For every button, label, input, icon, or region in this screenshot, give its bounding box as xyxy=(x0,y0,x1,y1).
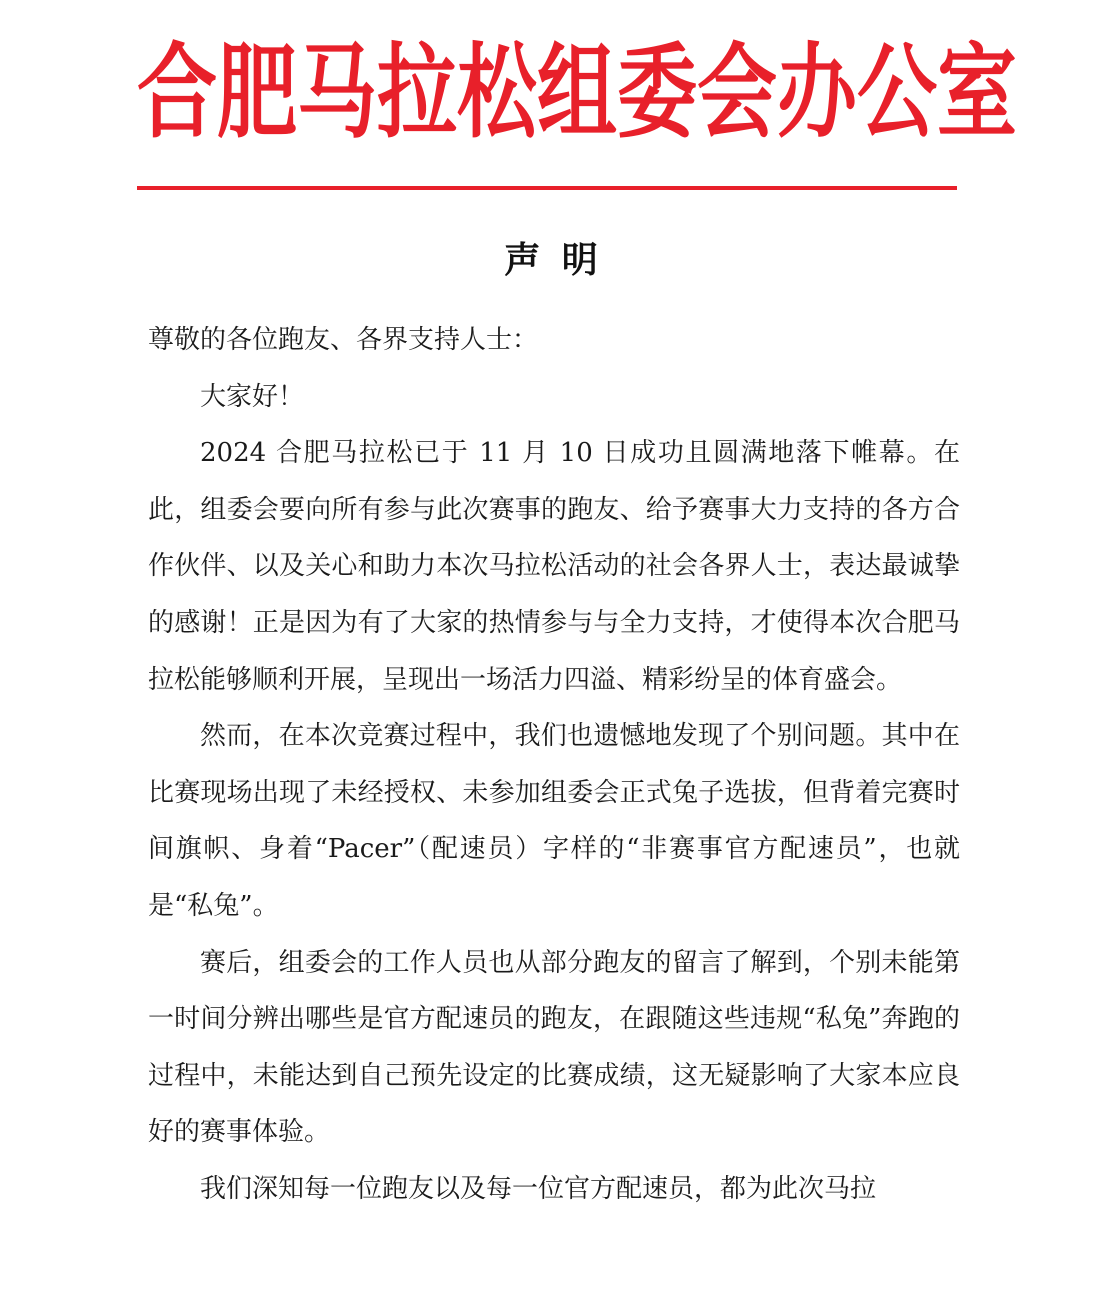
paragraph-issue: 然而，在本次竞赛过程中，我们也遗憾地发现了个别问题。其中在比赛现场出现了未经授权、未参加组委会正式兔子选拔，但背着完赛时间旗帜、身着“Pacer”（配速员）字样的“非赛事官方配速员”，也就是“私兔”。 xyxy=(148,721,960,921)
document-heading: 声明 xyxy=(504,239,620,281)
document-body xyxy=(148,312,960,1218)
paragraph-continued: 我们深知每一位跑友以及每一位官方配速员，都为此次马拉 xyxy=(200,1173,877,1204)
organization-title: 合肥马拉松组委会办公室 xyxy=(137,32,1017,152)
red-divider-line xyxy=(137,186,957,190)
paragraph-greeting: 大家好！ xyxy=(200,381,305,412)
letterhead xyxy=(0,0,1102,200)
salutation: 尊敬的各位跑友、各界支持人士： xyxy=(148,325,539,355)
paragraph-feedback: 赛后，组委会的工作人员也从部分跑友的留言了解到，个别未能第一时间分辨出哪些是官方配速员的跑友，在跟随这些违规“私兔”奔跑的过程中，未能达到自己预先设定的比赛成绩，这无疑影响了大家本应良好的赛事体验。 xyxy=(148,947,960,1148)
paragraph-thanks: 2024 合肥马拉松已于 11 月 10 日成功且圆满地落下帷幕。在此，组委会要向所有参与此次赛事的跑友、给予赛事大力支持的各方合作伙伴、以及关心和助力本次马拉松活动的社会各界人士，表达最诚挚的感谢！正是因为有了大家的热情参与与全力支持，才使得本次合肥马拉松能够顺利开展，呈现出一场活力四溢、精彩纷呈的体育盛会。 xyxy=(148,438,960,695)
